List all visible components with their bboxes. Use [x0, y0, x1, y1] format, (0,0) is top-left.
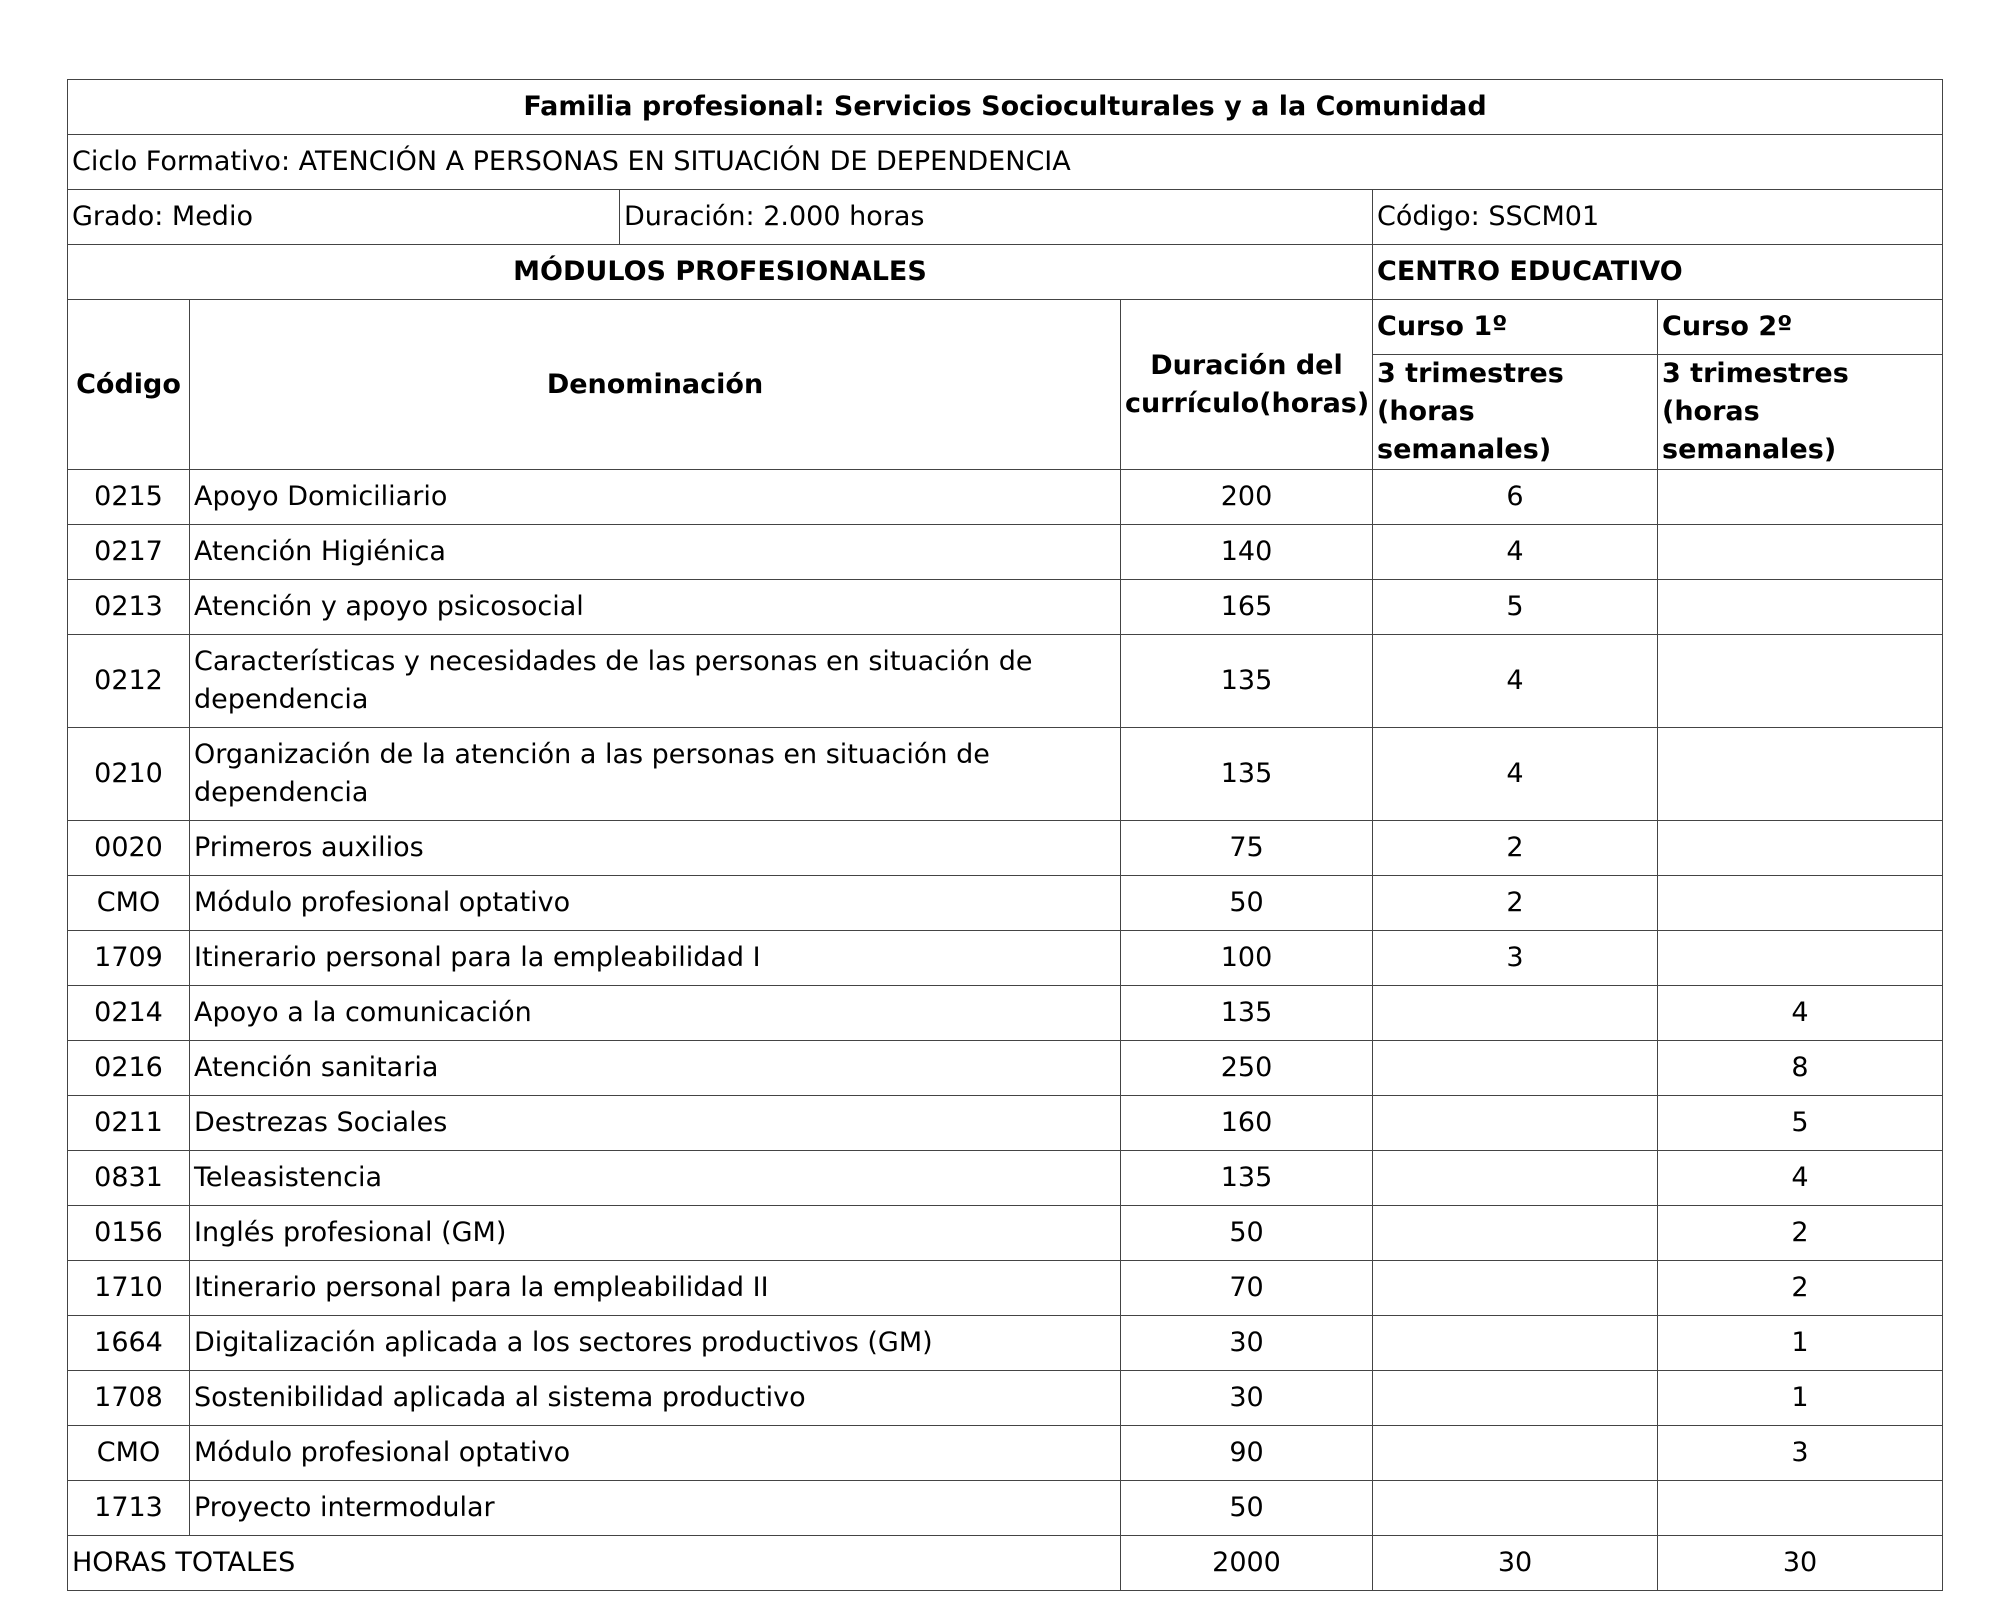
- cell-curso2: [1658, 525, 1943, 580]
- cell-codigo: 1664: [68, 1316, 190, 1371]
- cell-codigo: CMO: [68, 876, 190, 931]
- cell-codigo: 0156: [68, 1206, 190, 1261]
- cell-horas: 50: [1121, 876, 1373, 931]
- cell-denominacion: Atención sanitaria: [190, 1041, 1121, 1096]
- cell-codigo: 0020: [68, 821, 190, 876]
- cell-horas: 135: [1121, 1151, 1373, 1206]
- cell-curso2: 3: [1658, 1426, 1943, 1481]
- cell-curso2: [1658, 580, 1943, 635]
- cell-denominacion: Digitalización aplicada a los sectores productivos (GM): [190, 1316, 1121, 1371]
- cell-horas: 50: [1121, 1206, 1373, 1261]
- cell-denominacion: Atención y apoyo psicosocial: [190, 580, 1121, 635]
- cell-horas: 160: [1121, 1096, 1373, 1151]
- cell-codigo: 0216: [68, 1041, 190, 1096]
- cell-denominacion: Módulo profesional optativo: [190, 1426, 1121, 1481]
- cell-codigo: 0211: [68, 1096, 190, 1151]
- table-row: [68, 580, 1943, 635]
- col-curso1-subheader: 3 trimestres (horas semanales): [1373, 355, 1658, 470]
- cell-denominacion: Itinerario personal para la empleabilidad I: [190, 931, 1121, 986]
- cell-curso1: 2: [1373, 821, 1658, 876]
- table-row: [68, 525, 1943, 580]
- totals-curso1: 30: [1373, 1536, 1658, 1591]
- cell-denominacion: Módulo profesional optativo: [190, 876, 1121, 931]
- totals-row: [68, 1536, 1943, 1591]
- cell-horas: 70: [1121, 1261, 1373, 1316]
- cell-curso1: [1373, 1261, 1658, 1316]
- curriculum-table: [67, 79, 1943, 1591]
- table-row: [68, 1206, 1943, 1261]
- table-row: [68, 1041, 1943, 1096]
- table-row: [68, 635, 1943, 728]
- cell-curso2: [1658, 821, 1943, 876]
- cell-denominacion: Proyecto intermodular: [190, 1481, 1121, 1536]
- cell-curso1: 4: [1373, 635, 1658, 728]
- cell-curso2: [1658, 876, 1943, 931]
- cell-codigo: 0213: [68, 580, 190, 635]
- cell-horas: 30: [1121, 1371, 1373, 1426]
- cell-horas: 50: [1121, 1481, 1373, 1536]
- cell-curso1: [1373, 1206, 1658, 1261]
- cell-curso2: 1: [1658, 1316, 1943, 1371]
- cell-codigo: 0215: [68, 470, 190, 525]
- cell-curso1: [1373, 1426, 1658, 1481]
- table-row: [68, 1481, 1943, 1536]
- cell-horas: 135: [1121, 728, 1373, 821]
- cell-denominacion: Teleasistencia: [190, 1151, 1121, 1206]
- cell-denominacion: Itinerario personal para la empleabilidad II: [190, 1261, 1121, 1316]
- totals-label: HORAS TOTALES: [68, 1536, 1121, 1591]
- totals-horas: 2000: [1121, 1536, 1373, 1591]
- col-curso2-header: Curso 2º: [1658, 300, 1943, 355]
- cell-curso1: [1373, 986, 1658, 1041]
- cell-codigo: 0217: [68, 525, 190, 580]
- cell-denominacion: Apoyo a la comunicación: [190, 986, 1121, 1041]
- cell-denominacion: Características y necesidades de las personas en situación de dependencia: [190, 635, 1121, 728]
- cell-horas: 90: [1121, 1426, 1373, 1481]
- cell-codigo: 0831: [68, 1151, 190, 1206]
- duracion-total: Duración: 2.000 horas: [620, 190, 1373, 245]
- table-row: [68, 1151, 1943, 1206]
- table-row: [68, 728, 1943, 821]
- cell-curso1: [1373, 1481, 1658, 1536]
- cell-codigo: CMO: [68, 1426, 190, 1481]
- table-row: [68, 1096, 1943, 1151]
- cell-codigo: 0212: [68, 635, 190, 728]
- cell-curso1: 4: [1373, 525, 1658, 580]
- cell-codigo: 0210: [68, 728, 190, 821]
- cell-curso2: 8: [1658, 1041, 1943, 1096]
- cell-codigo: 1708: [68, 1371, 190, 1426]
- cell-curso1: [1373, 1041, 1658, 1096]
- table-row: [68, 1316, 1943, 1371]
- cell-codigo: 1710: [68, 1261, 190, 1316]
- cell-curso1: 6: [1373, 470, 1658, 525]
- cell-curso1: [1373, 1096, 1658, 1151]
- col-curso2-subheader: 3 trimestres (horas semanales): [1658, 355, 1943, 470]
- cell-curso1: [1373, 1316, 1658, 1371]
- cell-codigo: 0214: [68, 986, 190, 1041]
- cell-curso2: [1658, 931, 1943, 986]
- cell-codigo: 1713: [68, 1481, 190, 1536]
- table-row: [68, 986, 1943, 1041]
- col-denominacion-header: Denominación: [190, 300, 1121, 470]
- cell-curso2: [1658, 635, 1943, 728]
- cell-denominacion: Inglés profesional (GM): [190, 1206, 1121, 1261]
- cell-curso1: 4: [1373, 728, 1658, 821]
- table-row: [68, 470, 1943, 525]
- codigo-ciclo: Código: SSCM01: [1373, 190, 1943, 245]
- cell-denominacion: Sostenibilidad aplicada al sistema productivo: [190, 1371, 1121, 1426]
- col-codigo-header: Código: [68, 300, 190, 470]
- cell-horas: 250: [1121, 1041, 1373, 1096]
- cell-horas: 140: [1121, 525, 1373, 580]
- cell-curso1: [1373, 1151, 1658, 1206]
- totals-curso2: 30: [1658, 1536, 1943, 1591]
- cell-denominacion: Apoyo Domiciliario: [190, 470, 1121, 525]
- cell-curso2: 2: [1658, 1206, 1943, 1261]
- cell-curso2: 4: [1658, 986, 1943, 1041]
- cell-curso2: [1658, 1481, 1943, 1536]
- table-row: [68, 1371, 1943, 1426]
- col-duracion-header: Duración del currículo(horas): [1121, 300, 1373, 470]
- cell-codigo: 1709: [68, 931, 190, 986]
- cell-horas: 75: [1121, 821, 1373, 876]
- cell-denominacion: Organización de la atención a las personas en situación de dependencia: [190, 728, 1121, 821]
- cell-horas: 165: [1121, 580, 1373, 635]
- cell-horas: 135: [1121, 635, 1373, 728]
- cell-denominacion: Destrezas Sociales: [190, 1096, 1121, 1151]
- cell-horas: 135: [1121, 986, 1373, 1041]
- table-row: [68, 931, 1943, 986]
- centro-heading: CENTRO EDUCATIVO: [1373, 245, 1943, 300]
- cell-curso1: 2: [1373, 876, 1658, 931]
- cell-curso1: 5: [1373, 580, 1658, 635]
- table-row: [68, 821, 1943, 876]
- cell-horas: 100: [1121, 931, 1373, 986]
- modulos-heading: MÓDULOS PROFESIONALES: [68, 245, 1373, 300]
- ciclo-formativo: Ciclo Formativo: ATENCIÓN A PERSONAS EN SITUACIÓN DE DEPENDENCIA: [68, 135, 1943, 190]
- cell-horas: 30: [1121, 1316, 1373, 1371]
- familia-heading: Familia profesional: Servicios Socioculturales y a la Comunidad: [68, 80, 1943, 135]
- cell-curso2: 2: [1658, 1261, 1943, 1316]
- col-curso1-header: Curso 1º: [1373, 300, 1658, 355]
- table-row: [68, 1261, 1943, 1316]
- cell-curso1: 3: [1373, 931, 1658, 986]
- cell-curso1: [1373, 1371, 1658, 1426]
- cell-curso2: [1658, 728, 1943, 821]
- cell-curso2: [1658, 470, 1943, 525]
- grado: Grado: Medio: [68, 190, 620, 245]
- table-row: [68, 876, 1943, 931]
- cell-denominacion: Primeros auxilios: [190, 821, 1121, 876]
- cell-denominacion: Atención Higiénica: [190, 525, 1121, 580]
- cell-curso2: 1: [1658, 1371, 1943, 1426]
- cell-curso2: 5: [1658, 1096, 1943, 1151]
- table-row: [68, 1426, 1943, 1481]
- cell-horas: 200: [1121, 470, 1373, 525]
- cell-curso2: 4: [1658, 1151, 1943, 1206]
